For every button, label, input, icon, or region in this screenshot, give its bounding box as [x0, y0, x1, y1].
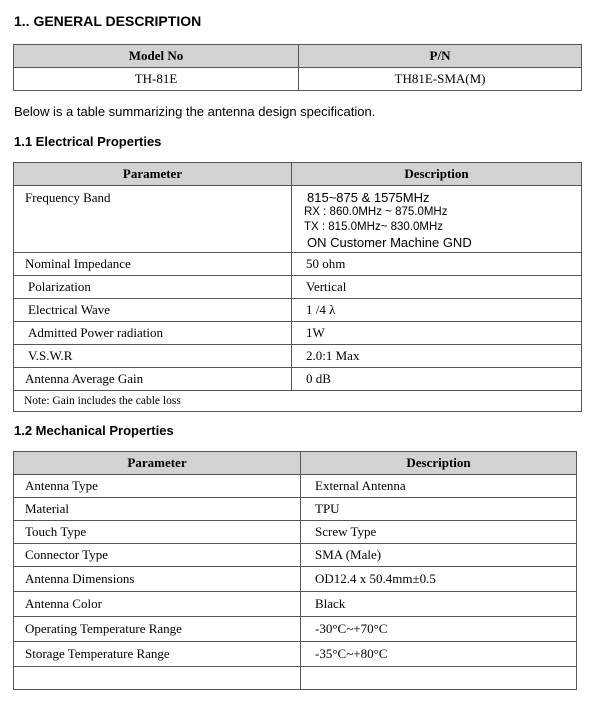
- general-table: [13, 44, 582, 91]
- table-row: [14, 567, 577, 592]
- table-row: [14, 253, 582, 276]
- table-row: [14, 498, 577, 521]
- model-no-value: TH-81E: [14, 68, 299, 91]
- param-cell: Polarization: [14, 276, 292, 299]
- table-row: [14, 345, 582, 368]
- section-heading-mechanical: 1.2 Mechanical Properties: [14, 423, 174, 438]
- table-row: [14, 368, 582, 391]
- table-row: [14, 186, 582, 253]
- desc-cell: 2.0:1 Max: [292, 345, 582, 368]
- intro-text: Below is a table summarizing the antenna design specification.: [14, 104, 376, 119]
- frequency-line: RX : 860.0MHz ~ 875.0MHz: [304, 206, 448, 218]
- desc-cell: -30°C~+70°C: [301, 617, 577, 642]
- table-row: [14, 521, 577, 544]
- param-cell: Antenna Type: [14, 475, 301, 498]
- table-row: [14, 391, 582, 412]
- desc-cell: 50 ohm: [292, 253, 582, 276]
- desc-cell: Vertical: [292, 276, 582, 299]
- desc-cell: Screw Type: [301, 521, 577, 544]
- table-header-row: [14, 452, 577, 475]
- desc-cell: External Antenna: [301, 475, 577, 498]
- param-cell: Admitted Power radiation: [14, 322, 292, 345]
- table-row: [14, 617, 577, 642]
- column-header-pn: P/N: [299, 45, 582, 68]
- table-header-row: [14, 163, 582, 186]
- frequency-line: TX : 815.0MHz~ 830.0MHz: [304, 221, 444, 233]
- table-row: [14, 68, 582, 91]
- desc-cell: 1W: [292, 322, 582, 345]
- desc-cell: [301, 667, 577, 690]
- param-cell: Antenna Color: [14, 592, 301, 617]
- column-header-description: Description: [292, 163, 582, 186]
- table-header-row: [14, 45, 582, 68]
- table-row: [14, 475, 577, 498]
- frequency-line: ON Customer Machine GND: [307, 235, 472, 250]
- desc-cell: 0 dB: [292, 368, 582, 391]
- desc-cell: Black: [301, 592, 577, 617]
- desc-cell: -35°C~+80°C: [301, 642, 577, 667]
- desc-cell: TPU: [301, 498, 577, 521]
- param-cell: Frequency Band: [14, 186, 292, 253]
- param-cell: Antenna Dimensions: [14, 567, 301, 592]
- mechanical-table: [13, 451, 577, 690]
- pn-value: TH81E-SMA(M): [299, 68, 582, 91]
- frequency-line: 815~875 & 1575MHz: [307, 190, 430, 205]
- desc-cell: 1 /4 λ: [292, 299, 582, 322]
- desc-cell: SMA (Male): [301, 544, 577, 567]
- param-cell: Touch Type: [14, 521, 301, 544]
- table-row: [14, 322, 582, 345]
- column-header-description: Description: [301, 452, 577, 475]
- section-heading-electrical: 1.1 Electrical Properties: [14, 134, 162, 149]
- param-cell: Antenna Average Gain: [14, 368, 292, 391]
- column-header-model-no: Model No: [14, 45, 299, 68]
- electrical-table: [13, 162, 582, 412]
- param-cell: Nominal Impedance: [14, 253, 292, 276]
- table-row: [14, 299, 582, 322]
- column-header-parameter: Parameter: [14, 452, 301, 475]
- param-cell: [14, 667, 301, 690]
- param-cell: Material: [14, 498, 301, 521]
- param-cell: Electrical Wave: [14, 299, 292, 322]
- param-cell: Operating Temperature Range: [14, 617, 301, 642]
- desc-cell: OD12.4 x 50.4mm±0.5: [301, 567, 577, 592]
- param-cell: Connector Type: [14, 544, 301, 567]
- column-header-parameter: Parameter: [14, 163, 292, 186]
- gain-note: Note: Gain includes the cable loss: [14, 391, 582, 412]
- param-cell: V.S.W.R: [14, 345, 292, 368]
- table-row: [14, 667, 577, 690]
- table-row: [14, 592, 577, 617]
- table-row: [14, 276, 582, 299]
- table-row: [14, 544, 577, 567]
- param-cell: Storage Temperature Range: [14, 642, 301, 667]
- section-heading-general: 1.. GENERAL DESCRIPTION: [14, 13, 202, 29]
- table-row: [14, 642, 577, 667]
- frequency-description: [292, 186, 582, 253]
